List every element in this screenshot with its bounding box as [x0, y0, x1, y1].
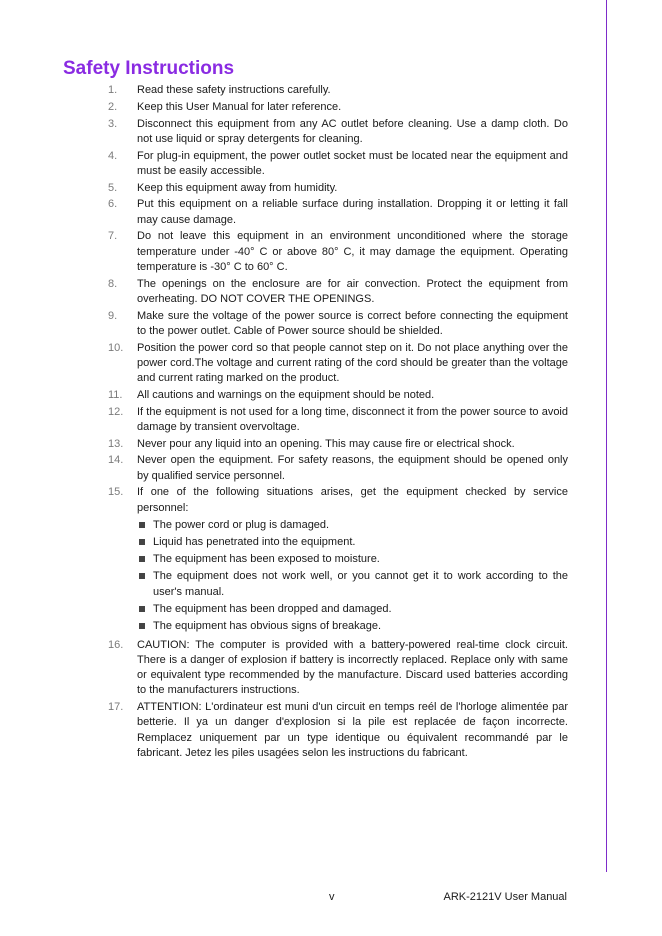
list-item: [108, 405, 568, 435]
square-bullet-icon: [139, 606, 145, 612]
list-item: [108, 100, 568, 115]
page-title: Safety Instructions: [63, 58, 235, 79]
item-text: Position the power cord so that people cannot step on it. Do not place anything over the power cord.The voltage and current rating of the cord should be greater than the voltage and current rating marked on the product.: [137, 341, 568, 384]
sub-item-text: Liquid has penetrated into the equipment.: [153, 536, 356, 548]
square-bullet-icon: [139, 623, 145, 629]
item-number: 1.: [108, 84, 118, 96]
sub-list-item: [137, 602, 568, 617]
sub-item-text: The power cord or plug is damaged.: [153, 518, 330, 531]
item-number: 13.: [108, 437, 124, 450]
item-number: 6.: [108, 198, 118, 211]
safety-instructions-list: [108, 83, 568, 763]
list-item: [108, 341, 568, 387]
list-item: [108, 309, 568, 339]
item-number: 15.: [108, 486, 124, 499]
square-bullet-icon: [139, 522, 145, 528]
item-text: Keep this equipment away from humidity.: [137, 181, 338, 194]
sub-list-item: [137, 535, 568, 550]
item-number: 17.: [108, 701, 124, 714]
item-number: 9.: [108, 309, 118, 322]
situation-list: [137, 518, 568, 634]
list-item: [108, 83, 568, 98]
item-text: If one of the following situations arises, get the equipment checked by service personnel:: [137, 486, 568, 514]
item-number: 8.: [108, 277, 118, 290]
sub-list-item: [137, 619, 568, 634]
square-bullet-icon: [139, 556, 145, 562]
manual-name: ARK-2121V User Manual: [443, 891, 567, 903]
item-text: Do not leave this equipment in an environment unconditioned where the storage temperature under -40° C or above 80° C, it may damage the equipment. Operating temperature is -30° C to 60° C.: [137, 230, 568, 273]
sub-item-text: The equipment has obvious signs of breakage.: [153, 620, 382, 633]
list-item: [108, 700, 568, 761]
page-margin-rule: [606, 0, 607, 872]
item-number: 12.: [108, 405, 124, 418]
item-text: The openings on the enclosure are for air convection. Protect the equipment from overheating. DO NOT COVER THE OPENINGS.: [137, 277, 568, 305]
item-number: 16.: [108, 638, 124, 651]
square-bullet-icon: [139, 573, 145, 579]
item-number: 5.: [108, 181, 118, 194]
list-item: [108, 197, 568, 227]
item-text: ATTENTION: L'ordinateur est muni d'un circuit en temps reél de l'horloge alimentée par betterie. Il ya un danger d'explosion si la pile est replacée de façon incorrecte. Remplacez uniquement par un type identique ou équivalent recommandé par le fabricant. Jetez les piles usagées selon les instructions du fabricant.: [137, 701, 568, 759]
item-text: For plug-in equipment, the power outlet socket must be located near the equipment and must be easily accessible.: [137, 149, 568, 177]
item-text: Make sure the voltage of the power source is correct before connecting the equipment to the power outlet. Cable of Power source should be shielded.: [137, 309, 568, 337]
page-number: v: [329, 891, 335, 903]
item-text: Keep this User Manual for later reference.: [137, 100, 342, 113]
item-number: 11.: [108, 388, 123, 401]
item-number: 7.: [108, 230, 118, 243]
item-text: If the equipment is not used for a long time, disconnect it from the power source to avoid damage by transient overvoltage.: [137, 405, 568, 433]
item-body: [137, 485, 568, 636]
list-item: [108, 277, 568, 307]
sub-list-item: [137, 518, 568, 533]
item-number: 3.: [108, 117, 118, 130]
list-item: [108, 149, 568, 179]
item-number: 10.: [108, 341, 124, 354]
list-item: [108, 437, 568, 452]
sub-item-text: The equipment does not work well, or you cannot get it to work according to the user's manual.: [153, 570, 568, 598]
item-number: 4.: [108, 149, 118, 162]
sub-list-item: [137, 552, 568, 567]
item-text: Put this equipment on a reliable surface during installation. Dropping it or letting it fall may cause damage.: [137, 198, 568, 226]
item-text: Read these safety instructions carefully.: [137, 84, 331, 96]
square-bullet-icon: [139, 539, 145, 545]
item-text: Disconnect this equipment from any AC outlet before cleaning. Use a damp cloth. Do not use liquid or spray detergents for cleaning.: [137, 117, 568, 145]
sub-item-text: The equipment has been dropped and damaged.: [153, 602, 392, 615]
sub-list-item: [137, 569, 568, 599]
item-text: Never open the equipment. For safety reasons, the equipment should be opened only by qualified service personnel.: [137, 454, 568, 482]
item-number: 14.: [108, 454, 124, 467]
list-item: [108, 485, 568, 636]
list-item: [108, 453, 568, 483]
list-item: [108, 638, 568, 699]
item-text: Never pour any liquid into an opening. This may cause fire or electrical shock.: [137, 437, 515, 450]
item-text: CAUTION: The computer is provided with a battery-powered real-time clock circuit. There is a danger of explosion if battery is incorrectly replaced. Replace only with same or equivalent type recommended by the manufacture. Discard used batteries according to the manufacturers instructions.: [137, 638, 568, 697]
list-item: [108, 117, 568, 147]
sub-item-text: The equipment has been exposed to moisture.: [153, 553, 380, 566]
list-item: [108, 388, 568, 403]
list-item: [108, 229, 568, 275]
item-number: 2.: [108, 100, 118, 113]
list-item: [108, 181, 568, 196]
item-text: All cautions and warnings on the equipment should be noted.: [137, 388, 435, 401]
